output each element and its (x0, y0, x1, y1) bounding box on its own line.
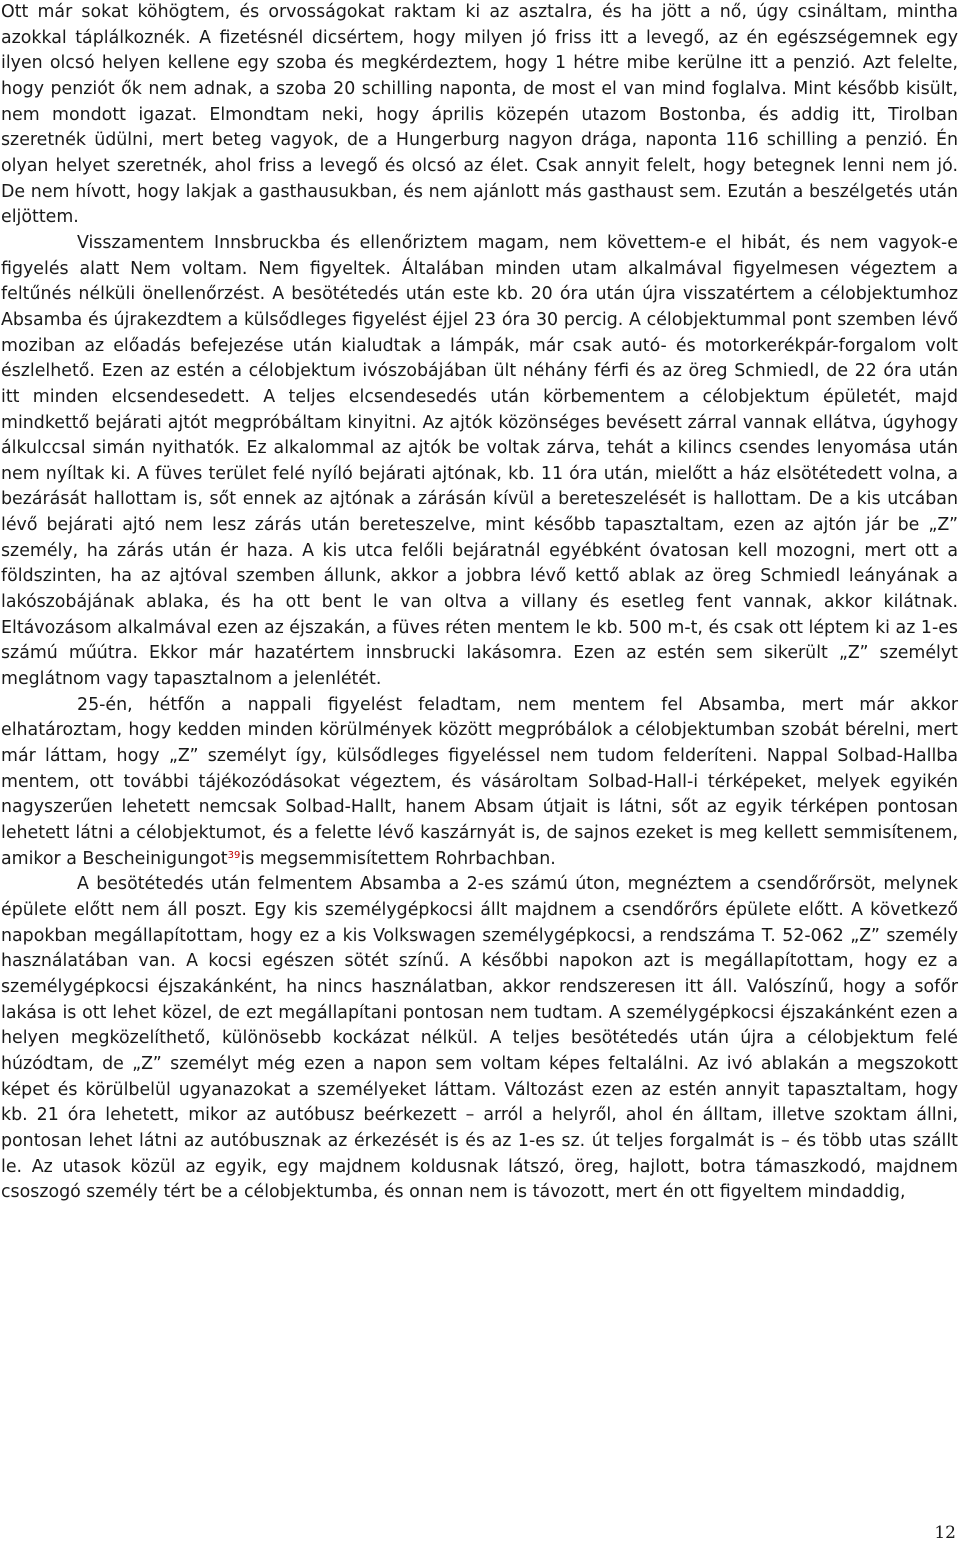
page-number: 12 (934, 1523, 956, 1543)
paragraph-1: Ott már sokat köhögtem, és orvosságokat raktam ki az asztalra, és ha jött a nő, úgy csináltam, mintha azokkal táplálkoznék. A fizetésnél dicsértem, hogy milyen jó friss itt a levegő, az én egészségemnek egy ilyen olcsó helyen kellene egy szoba és megkérdeztem, hogy 1 hétre mibe kerülne itt a penzió. Azt felelte, hogy penziót ők nem adnak, a szoba 20 schilling naponta, de most el van mind foglalva. Mint később kisült, nem mondott igazat. Elmondtam neki, hogy április közepén utazom Bostonba, és addig itt, Tirolban szeretnék üdülni, mert beteg vagyok, de a Hungerburg nagyon drága, naponta 116 schilling a penzió. Én olyan helyet szeretnék, ahol friss a levegő és olcsó az élet. Csak annyit felelt, hogy betegnek lenni nem jó. De nem hívott, hogy lakjak a gasthausukban, és nem ajánlott más gasthaust sem. Ezután a beszélgetés után eljöttem. (1, 2, 958, 228)
paragraph-3-text-end: is megsemmisítettem Rohrbachban. (240, 848, 556, 869)
paragraph-3 (1, 693, 958, 873)
paragraph-4: A besötétedés után felmentem Absamba a 2-es számú úton, megnéztem a csendőrőrsöt, melynek épülete előtt nem áll poszt. Egy kis személygépkocsi állt majdnem a csendőrőrs épülete előtt. A következő napokban megállapítottam, hogy ez a kis Volkswagen személygépkocsi, a rendszáma T. 52-062 „Z” személy használatában van. A kocsi egészen sötét színű. A későbbi napokon azt is megállapítottam, hogy ez a személygépkocsi éjszakánként, ha nincs használatban, akkor rendszeresen itt áll. Valószínű, hogy a sofőr lakása is ott lehet közel, de ezt megállapítani pontosan nem tudtam. A személygépkocsi éjszakánként ezen a helyen megközelíthető, különösebb kockázat nélkül. A teljes besötétedés után újra a célobjektum felé húzódtam, de „Z” személyt még ezen a napon sem voltam képes feltalálni. Az ivó ablakán a megszokott képet és körülbelül ugyanazokat a személyeket láttam. Változást ezen az estén annyit tapasztaltam, hogy kb. 21 óra lehetett, mikor az autóbusz beérkezett – arról a helyről, ahol én álltam, illetve szoktam állni, pontosan lehet látni az autóbusznak az érkezését is és az 1-es sz. út teljes forgalmát is – és több utas szállt le. Az utasok közül az egyik, egy majdnem koldusnak látszó, öreg, hajlott, botra támaszkodó, majdnem csoszogó személy tért be a célobjektumba, és onnan nem is távozott, mert én ott figyeltem mindaddig, (1, 874, 958, 1203)
paragraph-3-text: 25-én, hétfőn a nappali figyelést feladtam, nem mentem fel Absamba, mert már akkor elhatároztam, hogy kedden minden körülmények között megpróbálok a célobjektumban szobát bérelni, mert már láttam, hogy „Z” személyt így, külsődleges figyeléssel nem tudom felderíteni. Nappal Solbad-Hallba mentem, ott további tájékozódásokat végeztem, és vásároltam Solbad-Hall-i térképeket, melyek egyikén nagyszerűen lehetett nemcsak Solbad-Hallt, hanem Absam útjait is látni, sőt az egyik térképen pontosan lehetett látni a célobjektumot, és a felette lévő kaszárnyát is, de sajnos ezeket is meg kellett semmisítenem, amikor a Bescheinigungot (1, 694, 958, 869)
footnote-reference[interactable]: 39 (227, 849, 241, 861)
paragraph-2: Visszamentem Innsbruckba és ellenőriztem magam, nem követtem-e el hibát, és nem vagyok-e figyelés alatt Nem voltam. Nem figyeltek. Általában minden utam alkalmával figyelmesen végeztem a feltűnés nélküli önellenőrzést. A besötétedés után este kb. 20 óra után újra visszatértem a célobjektumhoz Absamba és újrakezdtem a külsődleges figyelést éjjel 23 óra 30 percig. A célobjektummal pont szemben lévő moziban az előadás befejezése után kialudtak a lámpák, már csak autó- és motorkerékpár-forgalom volt észlelhető. Ezen az estén a célobjektum ivószobájában ült néhány férfi és az öreg Schmiedl, de 22 óra után itt minden elcsendesedett. A teljes elcsendesedés után körbementem a célobjektum épületét, majd mindkettő bejárati ajtót megpróbáltam kinyitni. Az ajtók közönséges bevésett zárral vannak ellátva, úgyhogy álkulccsal simán nyithatók. Ez alkalommal az ajtók be voltak zárva, tehát a kilincs csendes lenyomása után nem nyíltak ki. A füves terület felé nyíló bejárati ajtónak, kb. 11 óra után, mielőtt a ház elsötétedett volna, a bezárását hallottam is, sőt ennek az ajtónak a zárásán kívül a bereteszelését is hallottam. De a kis utcában lévő bejárati ajtó nem lesz zárás után bereteszelve, mint később tapasztaltam, ezen az ajtón jár be „Z” személy, ha zárás után ér haza. A kis utca felőli bejáratnál egyébként óvatosan kell mozogni, mert ott a földszinten, ha az ajtóval szemben állunk, akkor a jobbra lévő kettő ablak az öreg Schmiedl leányának a lakószobájának ablaka, és ha ott bent le van oltva a villany és esetleg fent vannak, akkor kilátnak. Eltávozásom alkalmával ezen az éjszakán, a füves réten mentem le kb. 500 m-t, és csak ott léptem ki az 1-es számú műútra. Ekkor már hazatértem innsbrucki lakásomra. Ezen az estén sem sikerült „Z” személyt meglátnom vagy tapasztalnom a jelenlétét. (1, 232, 958, 690)
